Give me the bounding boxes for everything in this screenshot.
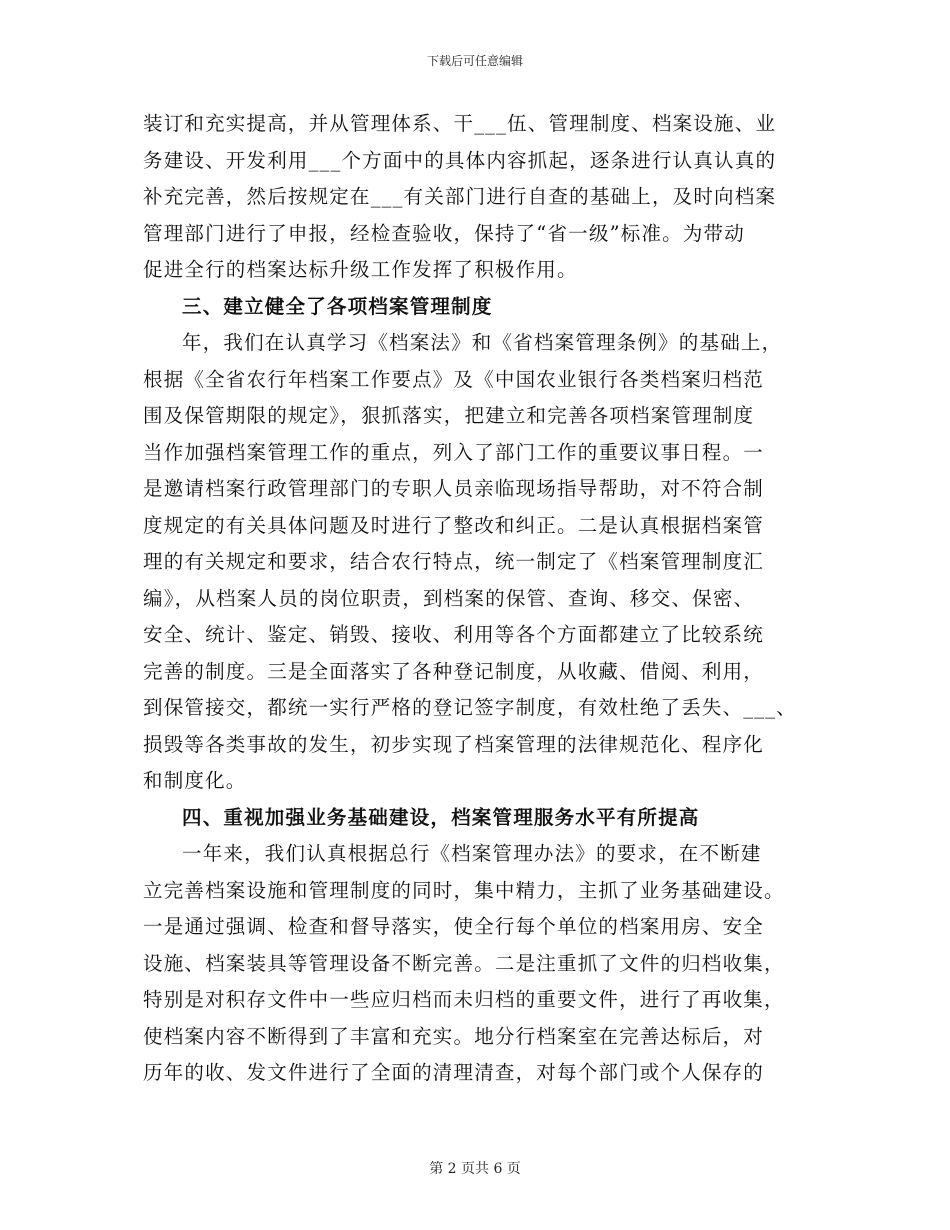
paragraph-line: 根据《全省农行年档案工作要点》及《中国农业银行各类档案归档范 xyxy=(143,367,765,391)
paragraph-line: 编》，从档案人员的岗位职责，到档案的保管、查询、移交、保密、 xyxy=(143,586,755,610)
paragraph-line: 使档案内容不断得到了丰富和充实。地分行档案室在完善达标后，对 xyxy=(143,1024,765,1048)
paragraph-line: 当作加强档案管理工作的重点，列入了部门工作的重要议事日程。一 xyxy=(143,440,765,464)
paragraph-line: 度规定的有关具体问题及时进行了整改和纠正。二是认真根据档案管 xyxy=(143,513,765,537)
page-header: 下载后可任意编辑 xyxy=(426,54,523,68)
paragraph-line: 务建设、开发利用___个方面中的具体内容抓起，逐条进行认真认真的 xyxy=(143,148,777,172)
paragraph-line: 管理部门进行了申报，经检查验收，保持了“省一级”标准。为带动 xyxy=(143,221,745,245)
paragraph-line: 到保管接交，都统一实行严格的登记签字制度，有效杜绝了丢失、___、 xyxy=(143,696,797,719)
section-heading: 三、建立健全了各项档案管理制度 xyxy=(182,294,493,318)
paragraph-line: 围及保管期限的规定》，狠抓落实，把建立和完善各项档案管理制度 xyxy=(143,404,755,427)
paragraph-line: 特别是对积存文件中一些应归档而未归档的重要文件，进行了再收集， xyxy=(143,988,785,1011)
paragraph-line: 历年的收、发文件进行了全面的清理清查，对每个部门或个人保存的 xyxy=(143,1061,765,1084)
paragraph-line: 促进全行的档案达标升级工作发挥了积极作用。 xyxy=(143,258,578,281)
paragraph-line: 年，我们在认真学习《档案法》和《省档案管理条例》的基础上， xyxy=(182,331,783,354)
paragraph-line: 装订和充实提高，并从管理体系、干___伍、管理制度、档案设施、业 xyxy=(143,112,777,135)
paragraph-line: 完善的制度。三是全面落实了各种登记制度，从收藏、借阅、利用， xyxy=(143,659,765,683)
paragraph-line: 理的有关规定和要求，结合农行特点，统一制定了《档案管理制度汇 xyxy=(143,550,765,573)
page-footer: 第 2 页共 6 页 xyxy=(429,1161,521,1177)
paragraph-line: 一是通过强调、检查和督导落实，使全行每个单位的档案用房、安全 xyxy=(143,915,765,938)
document-body xyxy=(143,106,823,1092)
paragraph-line: 和制度化。 xyxy=(143,769,247,792)
section-heading: 四、重视加强业务基础建设，档案管理服务水平有所提高 xyxy=(182,805,700,829)
paragraph-line: 设施、档案装具等管理设备不断完善。二是注重抓了文件的归档收集， xyxy=(143,951,785,975)
paragraph-line: 立完善档案设施和管理制度的同时，集中精力，主抓了业务基础建设。 xyxy=(143,878,785,902)
paragraph-line: 安全、统计、鉴定、销毁、接收、利用等各个方面都建立了比较系统 xyxy=(143,623,765,646)
paragraph-line: 损毁等各类事故的发生，初步实现了档案管理的法律规范化、程序化 xyxy=(143,732,765,756)
paragraph-line: 补充完善，然后按规定在___有关部门进行自查的基础上，及时向档案 xyxy=(143,185,777,208)
paragraph-line: 一年来，我们认真根据总行《档案管理办法》的要求，在不断建 xyxy=(182,842,762,865)
paragraph-line: 是邀请档案行政管理部门的专职人员亲临现场指导帮助，对不符合制 xyxy=(143,477,765,500)
